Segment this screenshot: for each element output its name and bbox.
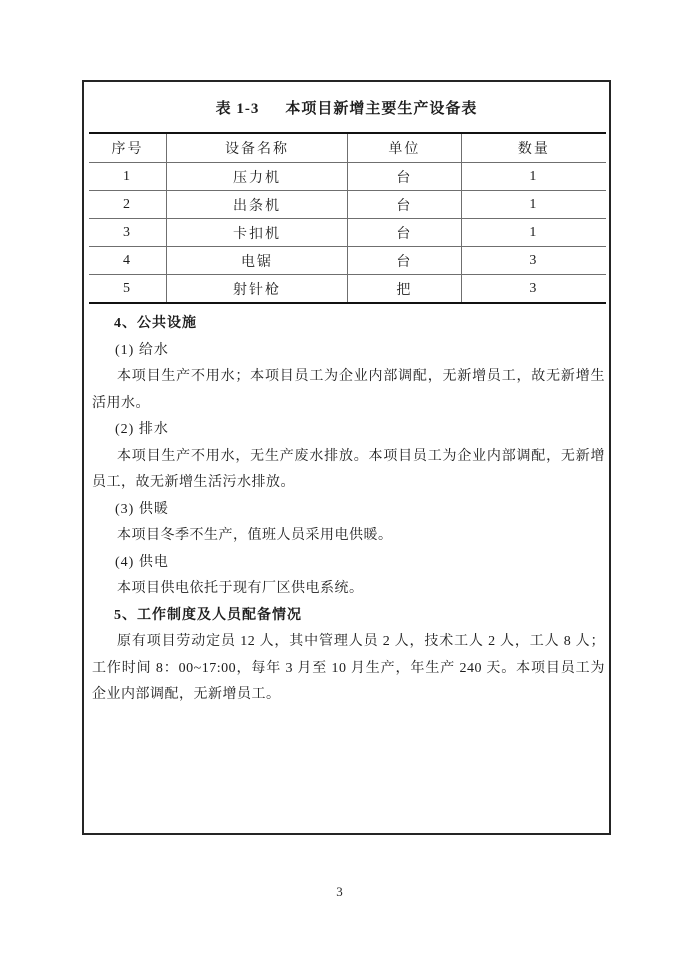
table-row <box>89 191 606 219</box>
table-cell: 把 <box>347 275 461 304</box>
table-cell: 台 <box>347 163 461 191</box>
table-header-row <box>89 133 606 163</box>
table-cell: 压力机 <box>167 163 348 191</box>
table-cell: 5 <box>89 275 167 304</box>
table-cell: 出条机 <box>167 191 348 219</box>
table-row <box>89 247 606 275</box>
table-cell: 电锯 <box>167 247 348 275</box>
header-cell-quantity: 数量 <box>461 133 606 163</box>
table-cell: 1 <box>461 219 606 247</box>
section-heading-public-facilities: 4、公共设施 <box>114 316 197 331</box>
subsection-drainage: (2) 排水 <box>115 422 169 437</box>
subsection-water-supply: (1) 给水 <box>115 342 169 358</box>
equipment-table <box>89 132 606 304</box>
paragraph-drainage: 本项目生产不用水，无生产废水排放。本项目员工为企业内部调配，无新增员工，故无新增生活污水排放。 <box>92 448 605 490</box>
table-cell: 1 <box>89 163 167 191</box>
table-row <box>89 275 606 304</box>
header-cell-name: 设备名称 <box>167 133 348 163</box>
page-border-frame <box>82 80 611 835</box>
table-cell: 2 <box>89 191 167 219</box>
table-cell: 1 <box>461 191 606 219</box>
table-row <box>89 163 606 191</box>
table-caption-text: 本项目新增主要生产设备表 <box>285 101 478 117</box>
table-cell: 3 <box>461 247 606 275</box>
table-cell: 台 <box>347 219 461 247</box>
table-cell: 3 <box>461 275 606 304</box>
paragraph-work-schedule: 原有项目劳动定员 12 人，其中管理人员 2 人，技术工人 2 人，工人 8 人；工作时间 8：00~17:00，每年 3 月至 10 月生产，年生产 240 天。本项目员工为企业内部调配，无新增员工。 <box>92 634 605 702</box>
paragraph-power-supply: 本项目供电依托于现有厂区供电系统。 <box>117 581 364 596</box>
header-cell-index: 序号 <box>89 133 167 163</box>
table-cell: 3 <box>89 219 167 247</box>
subsection-heating: (3) 供暖 <box>115 501 169 517</box>
table-row <box>89 219 606 247</box>
section-heading-work-schedule: 5、工作制度及人员配备情况 <box>114 607 302 623</box>
table-cell: 4 <box>89 247 167 275</box>
table-caption <box>84 82 609 132</box>
page-number: 3 <box>336 884 343 899</box>
body-text <box>84 304 609 709</box>
table-cell: 台 <box>347 247 461 275</box>
table-caption-label: 表 1-3 <box>215 101 260 117</box>
table-cell: 1 <box>461 163 606 191</box>
paragraph-water-supply: 本项目生产不用水；本项目员工为企业内部调配，无新增员工，故无新增生活用水。 <box>92 369 605 411</box>
paragraph-heating: 本项目冬季不生产，值班人员采用电供暖。 <box>117 528 393 543</box>
subsection-power-supply: (4) 供电 <box>115 554 169 570</box>
table-cell: 台 <box>347 191 461 219</box>
header-cell-unit: 单位 <box>347 133 461 163</box>
table-cell: 射针枪 <box>167 275 348 304</box>
table-cell: 卡扣机 <box>167 219 348 247</box>
